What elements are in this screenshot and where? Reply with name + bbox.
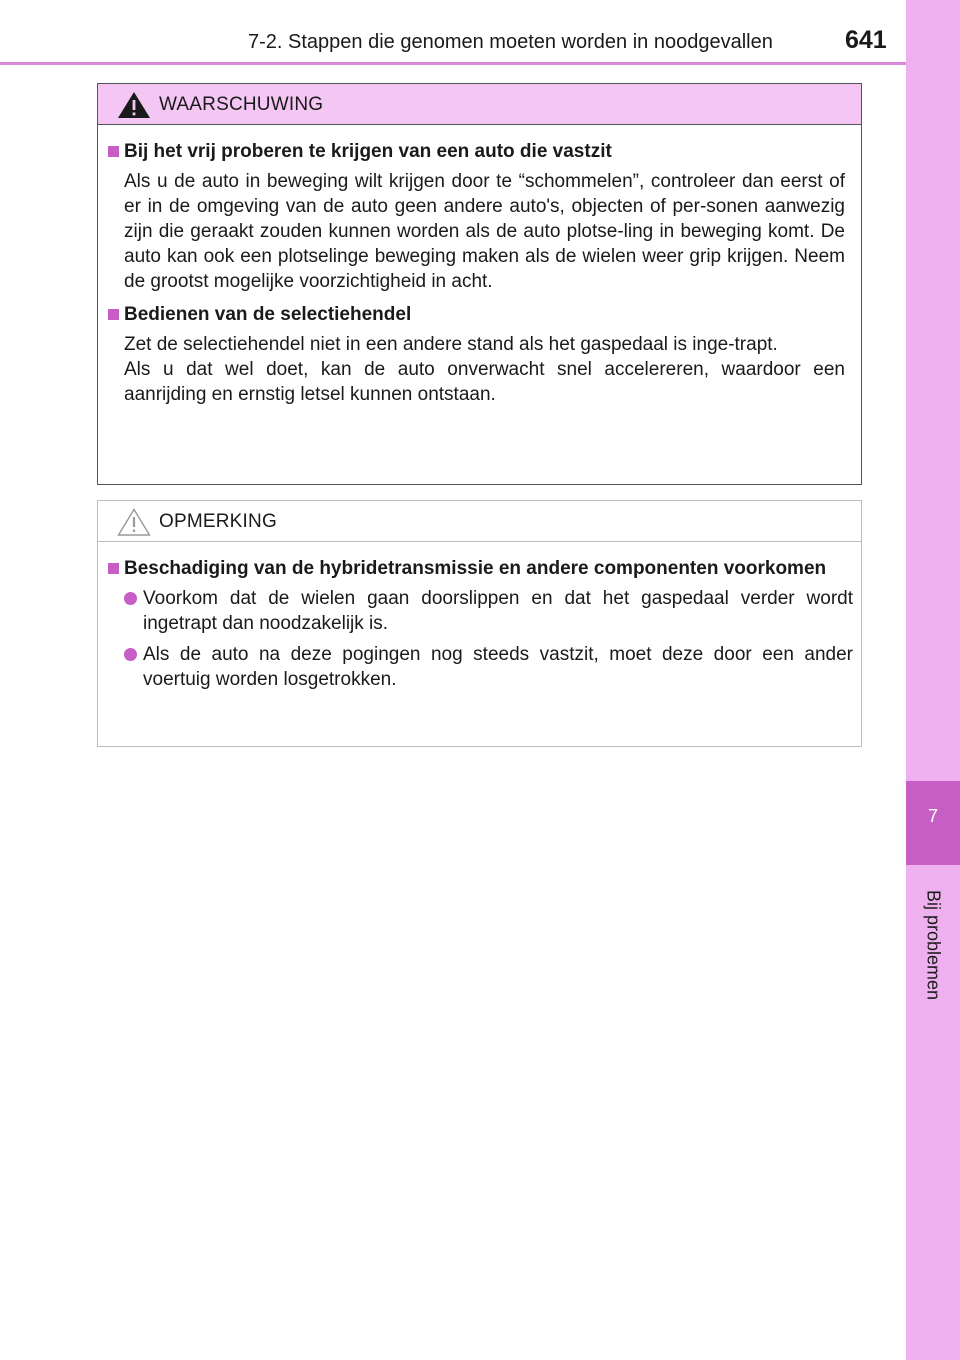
- circle-bullet-icon: [124, 648, 137, 661]
- warning-paragraph: Als u dat wel doet, kan de auto onverwacht snel accelereren, waardoor een aanrijding en ernstig letsel kunnen ontstaan.: [124, 359, 845, 405]
- list-item: Als de auto na deze pogingen nog steeds vastzit, moet deze door een ander voertuig worden losgetrokken.: [124, 642, 853, 692]
- square-bullet-icon: [108, 563, 119, 574]
- warning-body: [98, 125, 861, 407]
- header-divider: [0, 62, 906, 65]
- chapter-label: Bij problemen: [923, 889, 944, 1001]
- warning-paragraph: Zet de selectiehendel niet in een andere stand als het gaspedaal is inge-trapt.: [124, 334, 778, 355]
- square-bullet-icon: [108, 146, 119, 157]
- warning-paragraph: Als u de auto in beweging wilt krijgen door te “schommelen”, controleer dan eerst of er in de omgeving van de auto geen andere auto's, objecten of per-sonen aanwezig zijn die geraakt zouden kunnen worden als de auto plotse-ling in beweging komt. De auto kan ook een plotselinge beweging maken als de wielen weer grip krijgen. Neem de grootst mogelijke voorzichtigheid in acht.: [124, 171, 845, 292]
- chapter-side-tab: [906, 0, 960, 1360]
- section-title: 7-2. Stappen die genomen moeten worden in noodgevallen: [248, 31, 773, 53]
- list-item: Voorkom dat de wielen gaan doorslippen en dat het gaspedaal verder wordt ingetrapt dan noodzakelijk is.: [124, 586, 853, 636]
- circle-bullet-icon: [124, 592, 137, 605]
- notice-section-heading: Beschadiging van de hybridetransmissie en andere componenten voorkomen: [108, 556, 853, 581]
- warning-section-heading: Bij het vrij proberen te krijgen van een auto die vastzit: [108, 139, 853, 164]
- warning-triangle-icon: [116, 90, 152, 120]
- warning-box: [97, 83, 862, 485]
- square-bullet-icon: [108, 309, 119, 320]
- page-number: 641: [845, 26, 887, 54]
- warning-section-heading: Bedienen van de selectiehendel: [108, 302, 853, 327]
- notice-label: OPMERKING: [159, 511, 277, 532]
- chapter-number: 7: [927, 806, 938, 826]
- notice-header: [98, 501, 861, 542]
- warning-label: WAARSCHUWING: [159, 94, 324, 115]
- warning-header: [98, 84, 861, 125]
- caution-triangle-icon: [116, 507, 152, 537]
- notice-box: [97, 500, 862, 747]
- notice-body: [98, 542, 861, 692]
